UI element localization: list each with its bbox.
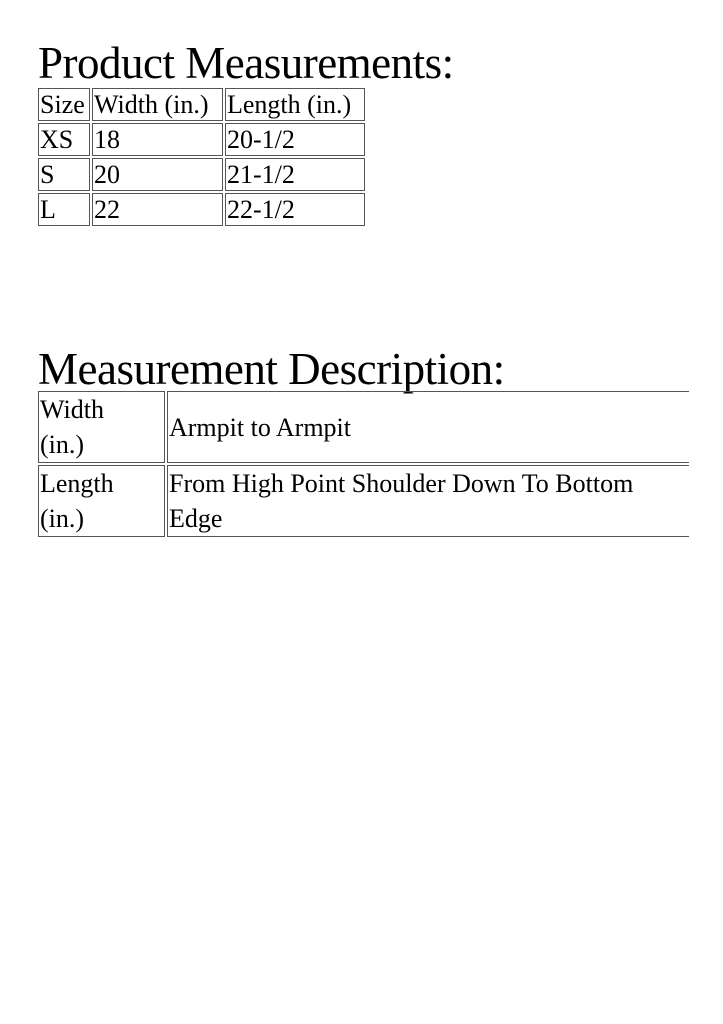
term-line: (in.): [40, 430, 85, 459]
measurement-description-heading: Measurement Description:: [38, 344, 505, 394]
cell-size: S: [38, 158, 90, 191]
header-length: Length (in.): [225, 88, 365, 121]
term-line: (in.): [40, 504, 85, 533]
header-size: Size: [38, 88, 90, 121]
term-line: Length: [40, 469, 114, 498]
cell-size: XS: [38, 123, 90, 156]
table-row: [38, 465, 689, 537]
header-width: Width (in.): [92, 88, 223, 121]
term-cell-width: [38, 391, 165, 463]
description-line: Armpit to Armpit: [169, 412, 351, 442]
table-row: [38, 391, 689, 463]
term-cell-length: [38, 465, 165, 537]
product-measurements-heading: Product Measurements:: [38, 38, 454, 88]
description-line: From High Point Shoulder Down To Bottom: [169, 469, 634, 498]
term-line: Width: [40, 395, 104, 424]
cell-length: 20-1/2: [225, 123, 365, 156]
measurement-description-table: [36, 389, 689, 539]
cell-width: 18: [92, 123, 223, 156]
cell-width: 20: [92, 158, 223, 191]
description-line: Edge: [169, 504, 223, 533]
cell-length: 21-1/2: [225, 158, 365, 191]
description-cell-width: [167, 391, 689, 463]
cell-size: L: [38, 193, 90, 226]
cell-length: 22-1/2: [225, 193, 365, 226]
description-cell-length: [167, 465, 689, 537]
cell-width: 22: [92, 193, 223, 226]
